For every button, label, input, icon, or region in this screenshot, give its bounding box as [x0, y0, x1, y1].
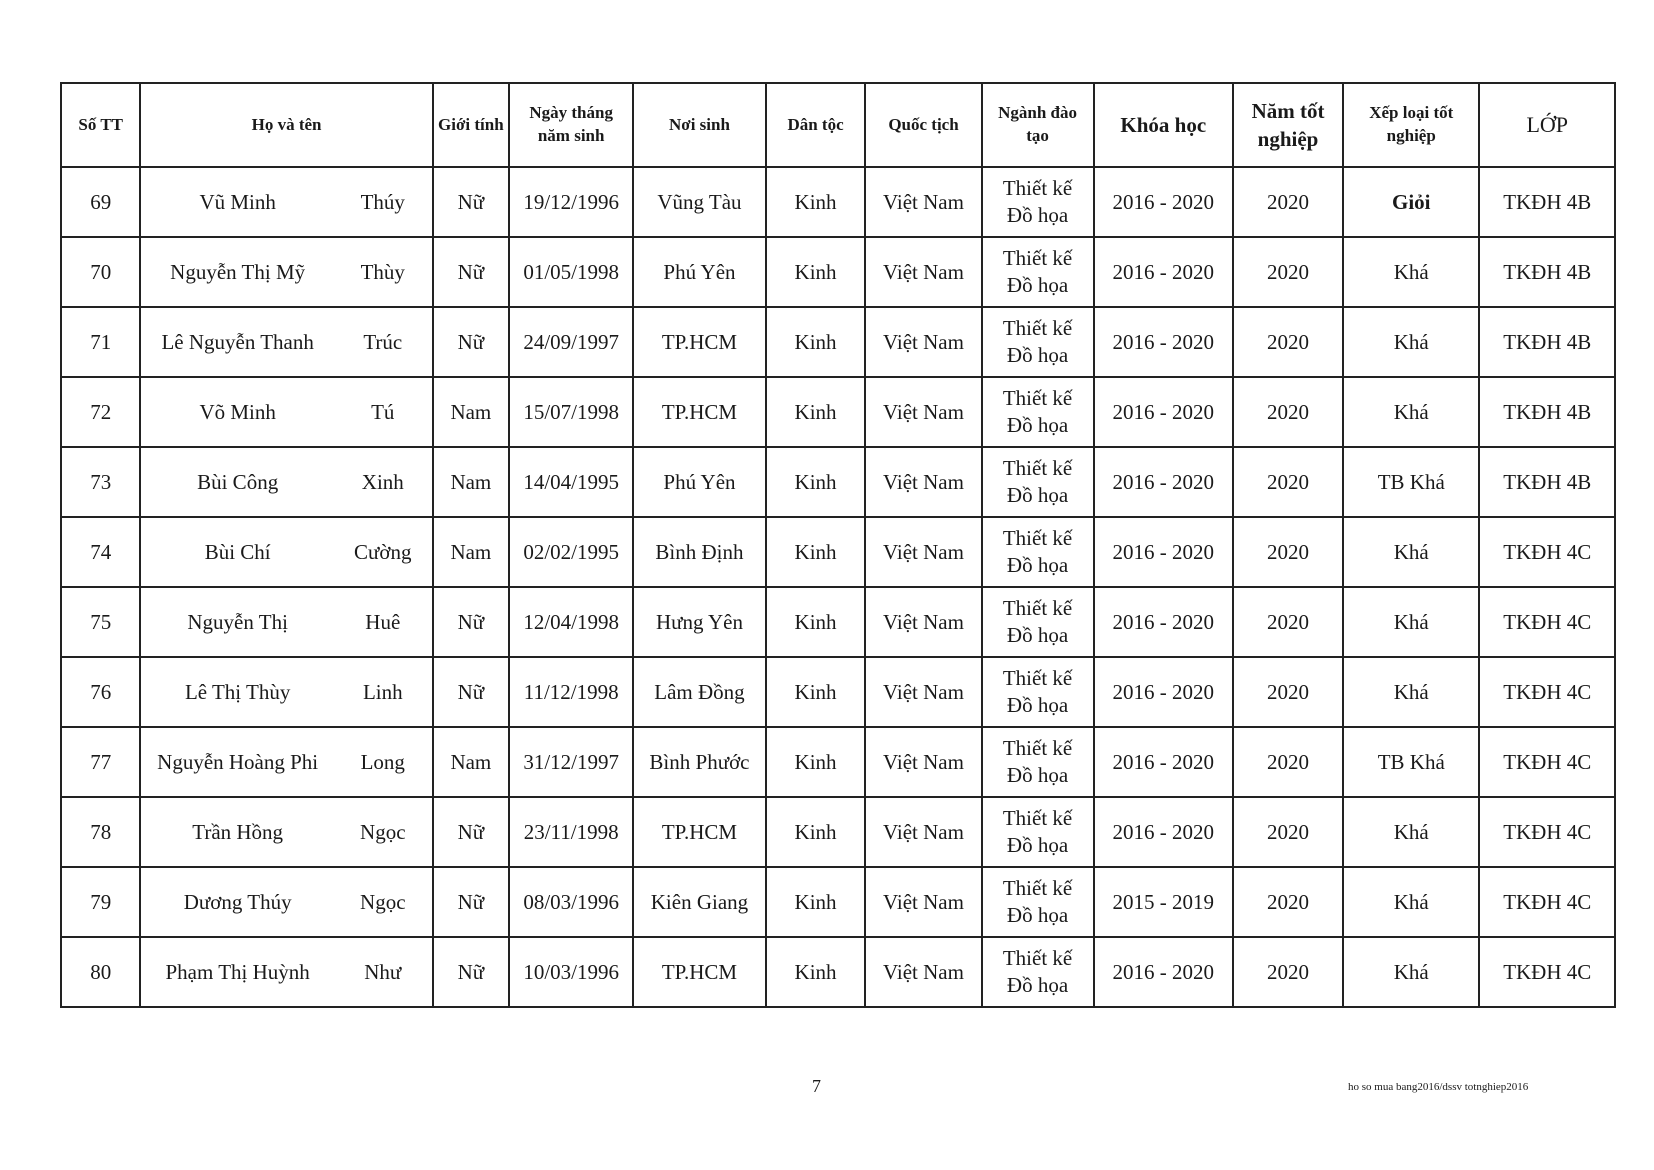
cell-ten: Xinh	[334, 447, 433, 517]
cell-stt: 73	[61, 447, 140, 517]
cell-noisinh: Phú Yên	[633, 237, 765, 307]
cell-noisinh: TP.HCM	[633, 307, 765, 377]
cell-nganh-line2: Đồ họa	[1006, 623, 1069, 647]
cell-namtn: 2020	[1233, 727, 1343, 797]
cell-ho: Nguyễn Thị Mỹ	[140, 237, 333, 307]
cell-nganh-line1: Thiết kế	[1002, 595, 1073, 620]
cell-ngaysinh: 02/02/1995	[509, 517, 633, 587]
cell-ngaysinh: 08/03/1996	[509, 867, 633, 937]
cell-ho: Bùi Chí	[140, 517, 333, 587]
cell-quoctich: Việt Nam	[865, 937, 981, 1007]
cell-nganh-line2: Đồ họa	[1006, 483, 1069, 507]
cell-noisinh: Vũng Tàu	[633, 167, 765, 237]
header-xeploai: Xếp loại tốt nghiệp	[1343, 83, 1479, 167]
cell-gioitinh: Nam	[433, 517, 509, 587]
cell-nganh-line1: Thiết kế	[1002, 385, 1073, 410]
cell-ten: Huê	[334, 587, 433, 657]
cell-noisinh: TP.HCM	[633, 797, 765, 867]
cell-noisinh: Bình Định	[633, 517, 765, 587]
cell-nganh	[982, 867, 1094, 937]
cell-nganh-line1: Thiết kế	[1002, 945, 1073, 970]
cell-noisinh: Lâm Đồng	[633, 657, 765, 727]
cell-gioitinh: Nữ	[433, 797, 509, 867]
cell-dantoc: Kinh	[766, 727, 866, 797]
cell-nganh-line1: Thiết kế	[1002, 665, 1073, 690]
cell-nganh-line2: Đồ họa	[1006, 903, 1069, 927]
cell-ho: Lê Thị Thùy	[140, 657, 333, 727]
cell-dantoc: Kinh	[766, 307, 866, 377]
cell-nganh-line1: Thiết kế	[1002, 455, 1073, 480]
cell-gioitinh: Nữ	[433, 167, 509, 237]
cell-noisinh: TP.HCM	[633, 377, 765, 447]
page-number: 7	[812, 1076, 821, 1096]
cell-namtn: 2020	[1233, 237, 1343, 307]
cell-noisinh: Hưng Yên	[633, 587, 765, 657]
file-path-note: ho so mua bang2016/dssv totnghiep2016	[1348, 1081, 1529, 1093]
cell-nganh-line1: Thiết kế	[1002, 875, 1073, 900]
cell-khoahoc: 2016 - 2020	[1094, 167, 1234, 237]
cell-quoctich: Việt Nam	[865, 307, 981, 377]
cell-stt: 72	[61, 377, 140, 447]
cell-quoctich: Việt Nam	[865, 377, 981, 447]
cell-xeploai: Khá	[1343, 587, 1479, 657]
cell-nganh-line2: Đồ họa	[1006, 973, 1069, 997]
graduates-table	[60, 82, 1616, 1008]
cell-xeploai: TB Khá	[1343, 447, 1479, 517]
cell-stt: 75	[61, 587, 140, 657]
cell-ngaysinh: 23/11/1998	[509, 797, 633, 867]
cell-nganh	[982, 237, 1094, 307]
header-nganh: Ngành đào tạo	[982, 83, 1094, 167]
cell-nganh-line2: Đồ họa	[1006, 343, 1069, 367]
cell-nganh-line1: Thiết kế	[1002, 735, 1073, 760]
cell-ngaysinh: 10/03/1996	[509, 937, 633, 1007]
cell-nganh-line1: Thiết kế	[1002, 805, 1073, 830]
cell-khoahoc: 2016 - 2020	[1094, 447, 1234, 517]
cell-ngaysinh: 15/07/1998	[509, 377, 633, 447]
cell-noisinh: Bình Phước	[633, 727, 765, 797]
cell-nganh-line1: Thiết kế	[1002, 245, 1073, 270]
cell-gioitinh: Nữ	[433, 657, 509, 727]
cell-ho: Nguyễn Hoàng Phi	[140, 727, 333, 797]
cell-namtn: 2020	[1233, 797, 1343, 867]
cell-nganh-line2: Đồ họa	[1006, 763, 1069, 787]
cell-lop: TKĐH 4B	[1479, 237, 1615, 307]
cell-ten: Như	[334, 937, 433, 1007]
cell-stt: 80	[61, 937, 140, 1007]
table-row	[61, 447, 1615, 517]
cell-ten: Cường	[334, 517, 433, 587]
cell-lop: TKĐH 4C	[1479, 867, 1615, 937]
header-quoctich: Quốc tịch	[865, 83, 981, 167]
cell-dantoc: Kinh	[766, 237, 866, 307]
cell-nganh-line2: Đồ họa	[1006, 413, 1069, 437]
cell-lop: TKĐH 4C	[1479, 587, 1615, 657]
cell-ngaysinh: 11/12/1998	[509, 657, 633, 727]
cell-dantoc: Kinh	[766, 447, 866, 517]
cell-nganh-line2: Đồ họa	[1006, 693, 1069, 717]
header-noisinh: Nơi sinh	[633, 83, 765, 167]
header-lop: LỚP	[1479, 83, 1615, 167]
table-row	[61, 237, 1615, 307]
cell-ngaysinh: 12/04/1998	[509, 587, 633, 657]
cell-xeploai: Khá	[1343, 307, 1479, 377]
table-row	[61, 377, 1615, 447]
cell-ho: Vũ Minh	[140, 167, 333, 237]
table-row	[61, 727, 1615, 797]
cell-nganh-line2: Đồ họa	[1006, 833, 1069, 857]
header-hoten: Họ và tên	[140, 83, 432, 167]
header-khoahoc: Khóa học	[1094, 83, 1234, 167]
cell-noisinh: TP.HCM	[633, 937, 765, 1007]
table-row	[61, 797, 1615, 867]
cell-ngaysinh: 19/12/1996	[509, 167, 633, 237]
cell-gioitinh: Nữ	[433, 237, 509, 307]
cell-khoahoc: 2015 - 2019	[1094, 867, 1234, 937]
header-gioitinh: Giới tính	[433, 83, 509, 167]
header-dantoc: Dân tộc	[766, 83, 866, 167]
cell-nganh-line1: Thiết kế	[1002, 175, 1073, 200]
cell-khoahoc: 2016 - 2020	[1094, 587, 1234, 657]
table-header-row	[61, 83, 1615, 167]
cell-ho: Lê Nguyễn Thanh	[140, 307, 333, 377]
cell-nganh	[982, 447, 1094, 517]
cell-ho: Võ Minh	[140, 377, 333, 447]
cell-quoctich: Việt Nam	[865, 447, 981, 517]
cell-khoahoc: 2016 - 2020	[1094, 517, 1234, 587]
cell-quoctich: Việt Nam	[865, 797, 981, 867]
cell-khoahoc: 2016 - 2020	[1094, 727, 1234, 797]
cell-quoctich: Việt Nam	[865, 237, 981, 307]
cell-ten: Long	[334, 727, 433, 797]
table-row	[61, 867, 1615, 937]
table-row	[61, 587, 1615, 657]
cell-gioitinh: Nam	[433, 727, 509, 797]
cell-stt: 76	[61, 657, 140, 727]
cell-quoctich: Việt Nam	[865, 867, 981, 937]
cell-namtn: 2020	[1233, 377, 1343, 447]
header-stt: Số TT	[61, 83, 140, 167]
cell-xeploai: Khá	[1343, 377, 1479, 447]
cell-ten: Ngọc	[334, 867, 433, 937]
cell-lop: TKĐH 4C	[1479, 517, 1615, 587]
cell-namtn: 2020	[1233, 447, 1343, 517]
cell-lop: TKĐH 4B	[1479, 377, 1615, 447]
cell-gioitinh: Nam	[433, 447, 509, 517]
cell-dantoc: Kinh	[766, 937, 866, 1007]
cell-nganh	[982, 797, 1094, 867]
cell-khoahoc: 2016 - 2020	[1094, 307, 1234, 377]
cell-quoctich: Việt Nam	[865, 657, 981, 727]
cell-xeploai: Giỏi	[1343, 167, 1479, 237]
cell-quoctich: Việt Nam	[865, 587, 981, 657]
header-namtn: Năm tốt nghiệp	[1233, 83, 1343, 167]
cell-xeploai: Khá	[1343, 937, 1479, 1007]
cell-lop: TKĐH 4B	[1479, 307, 1615, 377]
cell-ten: Tú	[334, 377, 433, 447]
cell-nganh-line2: Đồ họa	[1006, 273, 1069, 297]
table-row	[61, 307, 1615, 377]
cell-noisinh: Kiên Giang	[633, 867, 765, 937]
cell-ten: Ngọc	[334, 797, 433, 867]
table-body	[61, 167, 1615, 1007]
cell-dantoc: Kinh	[766, 797, 866, 867]
cell-namtn: 2020	[1233, 517, 1343, 587]
cell-namtn: 2020	[1233, 587, 1343, 657]
table-row	[61, 657, 1615, 727]
cell-ngaysinh: 14/04/1995	[509, 447, 633, 517]
cell-ten: Linh	[334, 657, 433, 727]
cell-gioitinh: Nữ	[433, 587, 509, 657]
cell-xeploai: Khá	[1343, 657, 1479, 727]
cell-gioitinh: Nữ	[433, 937, 509, 1007]
cell-namtn: 2020	[1233, 657, 1343, 727]
table-row	[61, 167, 1615, 237]
cell-dantoc: Kinh	[766, 657, 866, 727]
cell-nganh	[982, 727, 1094, 797]
cell-stt: 78	[61, 797, 140, 867]
cell-ngaysinh: 24/09/1997	[509, 307, 633, 377]
cell-namtn: 2020	[1233, 307, 1343, 377]
cell-ho: Nguyễn Thị	[140, 587, 333, 657]
cell-lop: TKĐH 4C	[1479, 727, 1615, 797]
cell-gioitinh: Nữ	[433, 307, 509, 377]
cell-nganh-line2: Đồ họa	[1006, 553, 1069, 577]
cell-quoctich: Việt Nam	[865, 727, 981, 797]
cell-ten: Thúy	[334, 167, 433, 237]
cell-gioitinh: Nam	[433, 377, 509, 447]
cell-ho: Bùi Công	[140, 447, 333, 517]
cell-nganh	[982, 307, 1094, 377]
cell-dantoc: Kinh	[766, 587, 866, 657]
cell-ho: Dương Thúy	[140, 867, 333, 937]
cell-ten: Thùy	[334, 237, 433, 307]
cell-dantoc: Kinh	[766, 167, 866, 237]
cell-lop: TKĐH 4C	[1479, 797, 1615, 867]
cell-stt: 69	[61, 167, 140, 237]
table-row	[61, 937, 1615, 1007]
cell-ho: Trần Hồng	[140, 797, 333, 867]
cell-lop: TKĐH 4B	[1479, 447, 1615, 517]
cell-namtn: 2020	[1233, 867, 1343, 937]
cell-ngaysinh: 01/05/1998	[509, 237, 633, 307]
cell-namtn: 2020	[1233, 167, 1343, 237]
cell-ngaysinh: 31/12/1997	[509, 727, 633, 797]
cell-stt: 74	[61, 517, 140, 587]
cell-xeploai: Khá	[1343, 797, 1479, 867]
cell-khoahoc: 2016 - 2020	[1094, 237, 1234, 307]
cell-nganh	[982, 517, 1094, 587]
cell-gioitinh: Nữ	[433, 867, 509, 937]
cell-ho: Phạm Thị Huỳnh	[140, 937, 333, 1007]
cell-lop: TKĐH 4B	[1479, 167, 1615, 237]
cell-nganh	[982, 377, 1094, 447]
cell-stt: 70	[61, 237, 140, 307]
cell-khoahoc: 2016 - 2020	[1094, 797, 1234, 867]
cell-nganh-line2: Đồ họa	[1006, 203, 1069, 227]
cell-dantoc: Kinh	[766, 377, 866, 447]
table-row	[61, 517, 1615, 587]
cell-ten: Trúc	[334, 307, 433, 377]
cell-khoahoc: 2016 - 2020	[1094, 937, 1234, 1007]
cell-nganh-line1: Thiết kế	[1002, 315, 1073, 340]
cell-xeploai: TB Khá	[1343, 727, 1479, 797]
cell-khoahoc: 2016 - 2020	[1094, 377, 1234, 447]
cell-stt: 77	[61, 727, 140, 797]
header-ngaysinh: Ngày tháng năm sinh	[509, 83, 633, 167]
cell-quoctich: Việt Nam	[865, 167, 981, 237]
cell-dantoc: Kinh	[766, 517, 866, 587]
cell-stt: 79	[61, 867, 140, 937]
cell-nganh	[982, 657, 1094, 727]
cell-xeploai: Khá	[1343, 867, 1479, 937]
cell-nganh-line1: Thiết kế	[1002, 525, 1073, 550]
cell-lop: TKĐH 4C	[1479, 937, 1615, 1007]
cell-nganh	[982, 587, 1094, 657]
cell-lop: TKĐH 4C	[1479, 657, 1615, 727]
cell-khoahoc: 2016 - 2020	[1094, 657, 1234, 727]
cell-nganh	[982, 167, 1094, 237]
cell-dantoc: Kinh	[766, 867, 866, 937]
cell-xeploai: Khá	[1343, 517, 1479, 587]
cell-quoctich: Việt Nam	[865, 517, 981, 587]
cell-stt: 71	[61, 307, 140, 377]
cell-namtn: 2020	[1233, 937, 1343, 1007]
cell-noisinh: Phú Yên	[633, 447, 765, 517]
cell-nganh	[982, 937, 1094, 1007]
cell-xeploai: Khá	[1343, 237, 1479, 307]
